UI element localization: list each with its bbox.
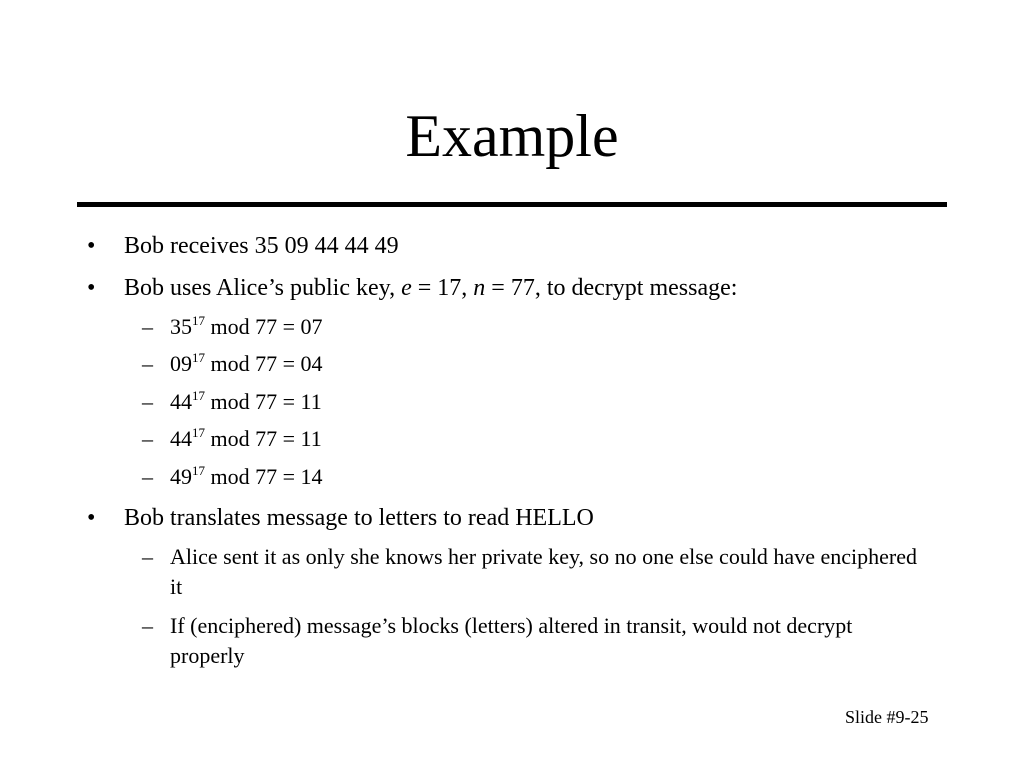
title-rule [77,202,947,207]
calc-rest: mod 77 = 11 [205,389,322,414]
calc-rest: mod 77 = 11 [205,426,322,451]
calc-base: 49 [170,464,192,489]
bullet-text: Bob receives 35 09 44 44 49 [124,233,399,259]
calc-exponent: 17 [192,424,205,440]
calc-exponent: 17 [192,312,205,328]
sub-item-text: Alice sent it as only she knows her private key, so no one else could have enciphered it [170,544,917,599]
dash-marker: – [142,464,153,489]
dash-marker: – [142,613,153,638]
dash-marker: – [142,389,153,414]
sub-item-text: If (enciphered) message’s blocks (letters) altered in transit, would not decrypt properly [170,613,853,668]
calc-exponent: 17 [192,349,205,365]
bullet-text [124,274,737,302]
variable-e: e [401,275,412,301]
bullet-marker: • [87,233,96,259]
calc-exponent: 17 [192,387,205,403]
calc-rest: mod 77 = 14 [205,464,323,489]
bullet-text-part: = 77, to decrypt message: [485,275,738,301]
bullet-text-part: Bob uses Alice’s public key, [124,275,402,301]
slide-number: Slide #9-25 [845,707,929,727]
calc-rest: mod 77 = 04 [205,351,323,376]
dash-marker: – [142,426,153,451]
calc-rest: mod 77 = 07 [205,314,323,339]
bullet-text: Bob translates message to letters to read HELLO [124,505,594,531]
slide-title: Example [405,103,619,169]
calc-base: 09 [170,351,192,376]
dash-marker: – [142,351,153,376]
dash-marker: – [142,314,153,339]
variable-n: n [473,275,486,301]
calc-exponent: 17 [192,462,205,478]
bullet-text-part: = 17, [411,275,474,301]
calc-base: 44 [170,389,192,414]
bullet-marker: • [87,275,96,301]
bullet-marker: • [87,505,96,531]
dash-marker: – [142,544,153,569]
calc-base: 44 [170,426,192,451]
calc-base: 35 [170,314,192,339]
